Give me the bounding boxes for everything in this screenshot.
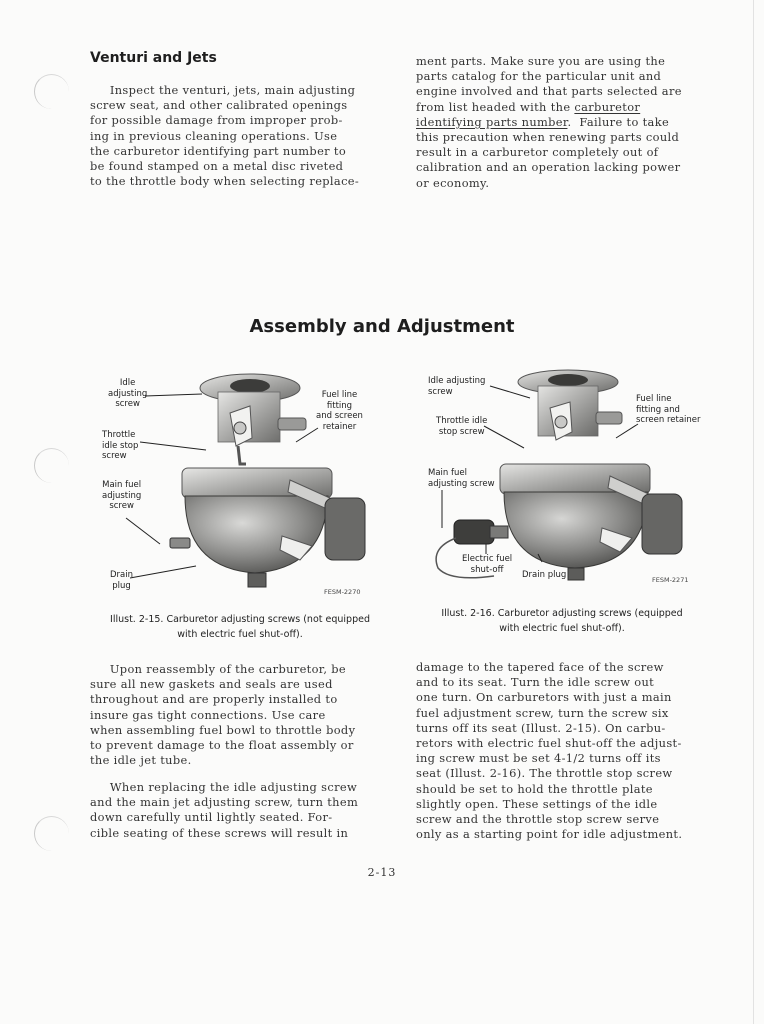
callout-idle-adjusting-screw: Idle adjusting screw: [428, 376, 486, 397]
callout-main-fuel-adjusting-screw: Main fuel adjusting screw: [428, 468, 495, 489]
callout-drain-plug: Drain plug: [522, 570, 567, 580]
adjustment-paragraph-continued: damage to the tapered face of the screw and to its seat. Turn the idle screw out one turn. On carburetors with just a main fuel adjustment screw, turn the screw six turns off its seat (Illust. 2-15). On carbu- retors with electric fuel shut-off the adjust- ing screw must be set 4-1/2 turns off its seat (Illust. 2-16). The throttle stop screw should be set to hold the throttle plate slightly open. These settings of the idle screw and the throttle stop screw serve only as a starting point for idle adjustment.: [416, 660, 683, 842]
page-number: 2-13: [367, 866, 397, 879]
figure-code: FESM-2270: [324, 588, 361, 596]
binder-hole-top: [34, 74, 69, 109]
callout-fuel-line-fitting: Fuel line fitting and screen retainer: [636, 394, 701, 425]
caption-2-16: Illust. 2-16. Carburetor adjusting screws (equipped with electric fuel shut-off).: [441, 608, 683, 634]
binder-hole-bottom: [34, 816, 69, 851]
callout-drain-plug: Drain plug: [110, 570, 133, 591]
callout-electric-fuel-shutoff: Electric fuel shut-off: [462, 554, 513, 575]
venturi-heading: Venturi and Jets: [90, 50, 217, 66]
figure-code: FESM-2271: [652, 576, 689, 584]
reassembly-paragraph: Upon reassembly of the carburetor, be sure all new gaskets and seals are used throughout and are properly installed to insure gas tight connections. Use care when assembling fuel bowl to throttle body to prevent damage to the float assembly or the idle jet tube.: [90, 662, 356, 768]
venturi-text-right: ment parts. Make sure you are using the parts catalog for the particular unit and engine involved and that parts selected are from list headed with the carburetor identifying parts number. Failure to take this precaution when renewing parts could result in a carburetor completely out of calibration and an operation lacking power or economy.: [416, 54, 682, 190]
underlined-phrase: carburetor: [574, 99, 641, 114]
callout-throttle-idle-stop-screw: Throttle idle stop screw: [102, 430, 139, 461]
underlined-phrase: identifying parts number: [416, 114, 568, 129]
assembly-heading: Assembly and Adjustment: [249, 316, 515, 337]
venturi-text-left: Inspect the venturi, jets, main adjusting screw seat, and other calibrated openings for possible damage from improper prob- ing in previous cleaning operations. Use the carburetor identifying part number to be found stamped on a metal disc riveted to the throttle body when selecting replace-: [90, 83, 360, 189]
carburetor-photo-2-16: [420, 368, 710, 604]
replacing-screws-paragraph: When replacing the idle adjusting screw and the main jet adjusting screw, turn them down carefully until lightly seated. For- cible seating of these screws will result in: [90, 780, 359, 840]
carburetor-photo-2-15: [90, 368, 380, 604]
callout-fuel-line-fitting: Fuel line fitting and screen retainer: [316, 390, 363, 432]
caption-2-15: Illust. 2-15. Carburetor adjusting screws (not equipped with electric fuel shut-off).: [110, 614, 370, 640]
callout-main-fuel-adjusting-screw: Main fuel adjusting screw: [102, 480, 142, 511]
binder-hole-middle: [34, 448, 69, 483]
callout-throttle-idle-stop-screw: Throttle idle stop screw: [436, 416, 488, 437]
callout-idle-adjusting-screw: Idle adjusting screw: [108, 378, 148, 409]
